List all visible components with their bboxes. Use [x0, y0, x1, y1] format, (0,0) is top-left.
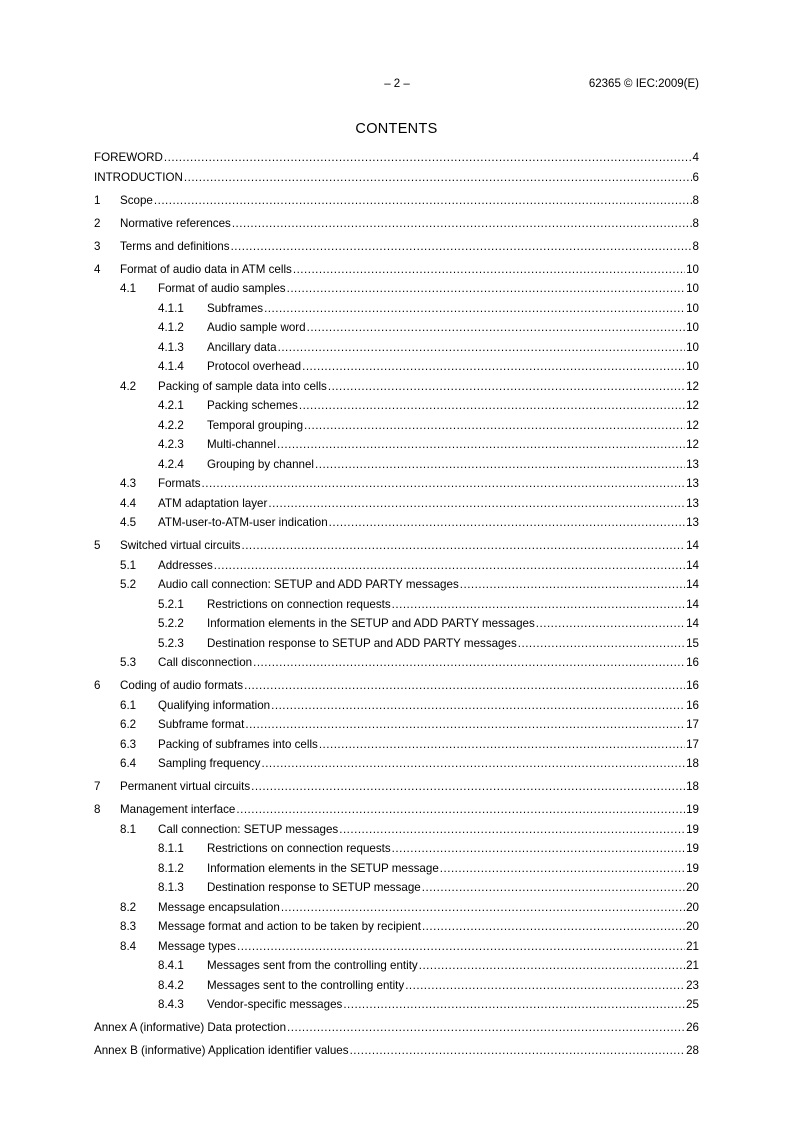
toc-entry-page: 12: [686, 379, 699, 393]
contents-title: CONTENTS: [355, 121, 438, 137]
toc-entry-title: Sampling frequency: [158, 757, 261, 770]
toc-entry-number: 8.1.2: [158, 861, 184, 875]
toc-entry-title: Message format and action to be taken by recipient: [158, 920, 421, 933]
toc-entry[interactable]: [94, 1044, 699, 1064]
toc-entry-page: 14: [686, 617, 699, 630]
toc-entry-page: 26: [686, 1021, 699, 1034]
toc-entry-number: 4.5: [120, 516, 137, 529]
dot-leader: [287, 1021, 685, 1034]
toc-entry-page: 12: [686, 438, 699, 451]
toc-entry-number: 6.2: [120, 718, 137, 731]
toc-entry-page: 6: [692, 170, 699, 184]
dot-leader: [293, 263, 685, 276]
toc-entry[interactable]: [94, 380, 699, 400]
dot-leader: [329, 516, 685, 529]
toc-entry-number: 4.1.4: [158, 360, 184, 373]
toc-entry-page: 21: [686, 959, 699, 972]
toc-entry[interactable]: [94, 438, 699, 458]
toc-entry-title: Call disconnection: [158, 656, 253, 669]
dot-leader: [244, 679, 685, 692]
dot-leader: [261, 757, 685, 770]
toc-entry-page: 19: [686, 822, 699, 836]
toc-entry-number: 4.1.1: [158, 301, 184, 315]
toc-entry-title: Messages sent from the controlling entity: [207, 959, 418, 972]
toc-entry-number: 8.4: [120, 939, 137, 953]
toc-entry-page: 19: [686, 803, 699, 816]
toc-entry-number: 5.3: [120, 656, 137, 669]
toc-entry[interactable]: [94, 901, 699, 921]
toc-entry-page: 8: [692, 193, 699, 207]
toc-entry-title: FOREWORD: [94, 151, 163, 164]
toc-entry-page: 18: [686, 757, 699, 770]
toc-entry-page: 17: [686, 718, 699, 731]
dot-leader: [237, 940, 685, 953]
table-of-contents: [94, 151, 699, 1064]
toc-entry-title: Message types: [158, 939, 236, 953]
toc-entry-title: Permanent virtual circuits: [120, 780, 251, 793]
toc-entry[interactable]: [94, 718, 699, 738]
toc-entry-page: 15: [686, 636, 699, 650]
toc-entry-number: 8.4.3: [158, 998, 184, 1011]
toc-entry[interactable]: [94, 1021, 699, 1041]
toc-entry-title: Restrictions on connection requests: [207, 842, 391, 855]
toc-entry-page: 8: [692, 216, 699, 230]
toc-entry-page: 25: [686, 998, 699, 1011]
page-number: – 2 –: [384, 78, 410, 90]
toc-entry-title: Messages sent to the controlling entity: [207, 978, 405, 992]
toc-entry[interactable]: [94, 780, 699, 800]
toc-entry[interactable]: [94, 559, 699, 579]
dot-leader: [536, 617, 685, 630]
toc-entry-number: 6.1: [120, 698, 137, 712]
toc-entry-title: INTRODUCTION: [94, 170, 183, 184]
toc-entry-number: 8.4.2: [158, 978, 184, 992]
toc-entry-title: Format of audio samples: [158, 282, 286, 295]
toc-entry[interactable]: [94, 217, 699, 237]
toc-entry-number: 4: [94, 262, 101, 276]
toc-entry-title: Scope: [120, 193, 153, 207]
toc-entry-page: 10: [686, 360, 699, 373]
toc-entry[interactable]: [94, 699, 699, 719]
toc-entry[interactable]: [94, 998, 699, 1018]
toc-entry-page: 14: [686, 539, 699, 552]
toc-entry-page: 10: [686, 301, 699, 315]
toc-entry-title: Coding of audio formats: [120, 679, 244, 692]
dot-leader: [518, 637, 685, 650]
toc-entry-title: Audio sample word: [207, 321, 306, 334]
toc-entry[interactable]: [94, 679, 699, 699]
toc-entry[interactable]: [94, 959, 699, 979]
toc-entry-number: 4.2.1: [158, 399, 184, 412]
dot-leader: [302, 360, 685, 373]
dot-leader: [214, 559, 685, 572]
toc-entry-number: 4.4: [120, 496, 137, 510]
dot-leader: [232, 217, 692, 230]
dot-leader: [392, 598, 685, 611]
toc-entry-title: Management interface: [120, 803, 236, 816]
dot-leader: [315, 458, 685, 471]
toc-entry[interactable]: [94, 240, 699, 260]
toc-entry-number: 1: [94, 193, 101, 207]
toc-entry[interactable]: [94, 497, 699, 517]
toc-entry-number: 6.4: [120, 757, 137, 770]
toc-entry[interactable]: [94, 578, 699, 598]
toc-entry-title: Packing of subframes into cells: [158, 737, 318, 751]
toc-entry-title: Restrictions on connection requests: [207, 597, 391, 611]
toc-entry[interactable]: [94, 151, 699, 171]
dot-leader: [422, 920, 685, 933]
toc-entry-title: Formats: [158, 477, 201, 490]
toc-entry-page: 10: [686, 321, 699, 334]
toc-entry[interactable]: [94, 341, 699, 361]
toc-entry[interactable]: [94, 920, 699, 940]
toc-entry[interactable]: [94, 862, 699, 882]
toc-entry-number: 7: [94, 780, 101, 793]
toc-entry-title: Information elements in the SETUP message: [207, 861, 439, 875]
toc-entry-title: ATM-user-to-ATM-user indication: [158, 516, 328, 529]
toc-entry-number: 8.3: [120, 920, 137, 933]
toc-entry-title: Subframes: [207, 301, 264, 315]
toc-entry-title: Multi-channel: [207, 438, 276, 451]
dot-leader: [245, 718, 685, 731]
dot-leader: [241, 539, 685, 552]
toc-entry[interactable]: [94, 656, 699, 676]
toc-entry-page: 10: [686, 340, 699, 354]
toc-entry-page: 16: [686, 679, 699, 692]
toc-entry-number: 6.3: [120, 737, 137, 751]
dot-leader: [343, 998, 685, 1011]
toc-entry[interactable]: [94, 516, 699, 536]
dot-leader: [251, 780, 685, 793]
dot-leader: [304, 419, 685, 432]
toc-entry[interactable]: [94, 477, 699, 497]
toc-entry-number: 4.2.4: [158, 457, 184, 471]
toc-entry-title: Audio call connection: SETUP and ADD PARTY messages: [158, 578, 459, 591]
toc-entry-page: 18: [686, 780, 699, 793]
toc-entry-page: 14: [686, 578, 699, 591]
toc-entry-number: 6: [94, 679, 101, 692]
toc-entry-number: 8.1: [120, 822, 137, 836]
toc-entry-number: 4.1: [120, 282, 137, 295]
toc-entry-number: 4.1.3: [158, 340, 184, 354]
toc-entry-number: 4.3: [120, 477, 137, 490]
toc-entry-page: 21: [686, 939, 699, 953]
toc-entry-page: 8: [692, 239, 699, 253]
toc-entry-title: Subframe format: [158, 718, 245, 731]
toc-entry[interactable]: [94, 637, 699, 657]
toc-entry[interactable]: [94, 194, 699, 214]
toc-entry-title: Annex A (informative) Data protection: [94, 1021, 287, 1034]
dot-leader: [184, 171, 692, 184]
dot-leader: [299, 399, 685, 412]
toc-entry-page: 13: [686, 516, 699, 529]
toc-entry-title: Protocol overhead: [207, 360, 302, 373]
page-header: [95, 78, 699, 94]
toc-entry-title: Grouping by channel: [207, 457, 314, 471]
dot-leader: [278, 341, 685, 354]
toc-entry-page: 28: [686, 1044, 699, 1057]
toc-entry-title: ATM adaptation layer: [158, 496, 268, 510]
toc-entry-page: 23: [686, 978, 699, 992]
dot-leader: [277, 438, 685, 451]
toc-entry-title: Call connection: SETUP messages: [158, 822, 339, 836]
dot-leader: [164, 151, 692, 164]
toc-entry-page: 20: [686, 900, 699, 914]
toc-entry-number: 8.1.1: [158, 842, 184, 855]
toc-entry-page: 14: [686, 558, 699, 572]
toc-entry-title: Format of audio data in ATM cells: [120, 262, 292, 276]
toc-entry-number: 8.1.3: [158, 881, 184, 894]
toc-entry-page: 13: [686, 457, 699, 471]
toc-entry[interactable]: [94, 360, 699, 380]
toc-entry-title: Qualifying information: [158, 698, 271, 712]
toc-entry-number: 5: [94, 539, 101, 552]
toc-entry-title: Information elements in the SETUP and ADD PARTY messages: [207, 617, 535, 630]
toc-entry-page: 16: [686, 698, 699, 712]
toc-entry[interactable]: [94, 617, 699, 637]
toc-entry[interactable]: [94, 282, 699, 302]
toc-entry-page: 10: [686, 262, 699, 276]
toc-entry-page: 12: [686, 418, 699, 432]
toc-entry-title: Destination response to SETUP message: [207, 881, 421, 894]
toc-entry-page: 12: [686, 399, 699, 412]
toc-entry-title: Switched virtual circuits: [120, 539, 241, 552]
toc-entry-page: 17: [686, 737, 699, 751]
dot-leader: [281, 901, 685, 914]
toc-entry[interactable]: [94, 302, 699, 322]
toc-entry-page: 13: [686, 496, 699, 510]
dot-leader: [319, 738, 685, 751]
dot-leader: [328, 380, 685, 393]
toc-entry[interactable]: [94, 399, 699, 419]
toc-entry[interactable]: [94, 842, 699, 862]
toc-entry[interactable]: [94, 881, 699, 901]
dot-leader: [264, 302, 685, 315]
toc-entry-number: 3: [94, 239, 101, 253]
toc-entry[interactable]: [94, 171, 699, 191]
toc-entry[interactable]: [94, 823, 699, 843]
dot-leader: [287, 282, 686, 295]
toc-entry[interactable]: [94, 539, 699, 559]
toc-entry-number: 5.1: [120, 558, 137, 572]
toc-entry-title: Temporal grouping: [207, 418, 304, 432]
toc-entry-page: 19: [686, 861, 699, 875]
dot-leader: [339, 823, 685, 836]
dot-leader: [440, 862, 685, 875]
toc-entry-page: 4: [692, 151, 699, 164]
dot-leader: [405, 979, 685, 992]
toc-entry-title: Packing of sample data into cells: [158, 379, 327, 393]
toc-entry-number: 4.2.3: [158, 438, 184, 451]
toc-entry-page: 16: [686, 656, 699, 669]
dot-leader: [271, 699, 685, 712]
toc-entry[interactable]: [94, 419, 699, 439]
toc-entry[interactable]: [94, 598, 699, 618]
toc-entry-title: Terms and definitions: [120, 239, 230, 253]
toc-entry[interactable]: [94, 979, 699, 999]
toc-entry-number: 5.2: [120, 578, 137, 591]
toc-entry-number: 4.1.2: [158, 321, 184, 334]
toc-entry-number: 5.2.1: [158, 597, 184, 611]
toc-entry-page: 19: [686, 842, 699, 855]
toc-entry-title: Addresses: [158, 558, 213, 572]
dot-leader: [419, 959, 685, 972]
dot-leader: [350, 1044, 686, 1057]
toc-entry-title: Normative references: [120, 216, 231, 230]
dot-leader: [460, 578, 685, 591]
standard-reference: 62365 © IEC:2009(E): [588, 78, 699, 90]
toc-entry-number: 2: [94, 216, 101, 230]
toc-entry[interactable]: [94, 263, 699, 283]
toc-entry-title: Message encapsulation: [158, 900, 280, 914]
toc-entry-number: 5.2.2: [158, 617, 184, 630]
dot-leader: [392, 842, 685, 855]
toc-entry-page: 20: [686, 881, 699, 894]
dot-leader: [422, 881, 685, 894]
toc-entry-page: 10: [686, 282, 699, 295]
dot-leader: [231, 240, 692, 253]
toc-entry-number: 5.2.3: [158, 636, 184, 650]
toc-entry-title: Ancillary data: [207, 340, 277, 354]
dot-leader: [236, 803, 685, 816]
toc-entry[interactable]: [94, 757, 699, 777]
toc-entry-number: 4.2: [120, 379, 137, 393]
toc-entry[interactable]: [94, 458, 699, 478]
dot-leader: [202, 477, 686, 490]
dot-leader: [253, 656, 685, 669]
toc-entry[interactable]: [94, 940, 699, 960]
toc-entry[interactable]: [94, 321, 699, 341]
toc-entry[interactable]: [94, 738, 699, 758]
toc-entry-title: Destination response to SETUP and ADD PARTY messages: [207, 636, 517, 650]
toc-entry-title: Annex B (informative) Application identifier values: [94, 1044, 349, 1057]
toc-entry-number: 8.2: [120, 900, 137, 914]
toc-entry-title: Packing schemes: [207, 399, 298, 412]
toc-entry[interactable]: [94, 803, 699, 823]
toc-entry-number: 8.4.1: [158, 959, 184, 972]
toc-entry-page: 13: [686, 477, 699, 490]
dot-leader: [154, 194, 692, 207]
toc-entry-title: Vendor-specific messages: [207, 998, 343, 1011]
toc-entry-page: 20: [686, 920, 699, 933]
toc-entry-page: 14: [686, 597, 699, 611]
toc-entry-number: 4.2.2: [158, 418, 184, 432]
toc-entry-number: 8: [94, 803, 101, 816]
dot-leader: [307, 321, 685, 334]
dot-leader: [268, 497, 685, 510]
